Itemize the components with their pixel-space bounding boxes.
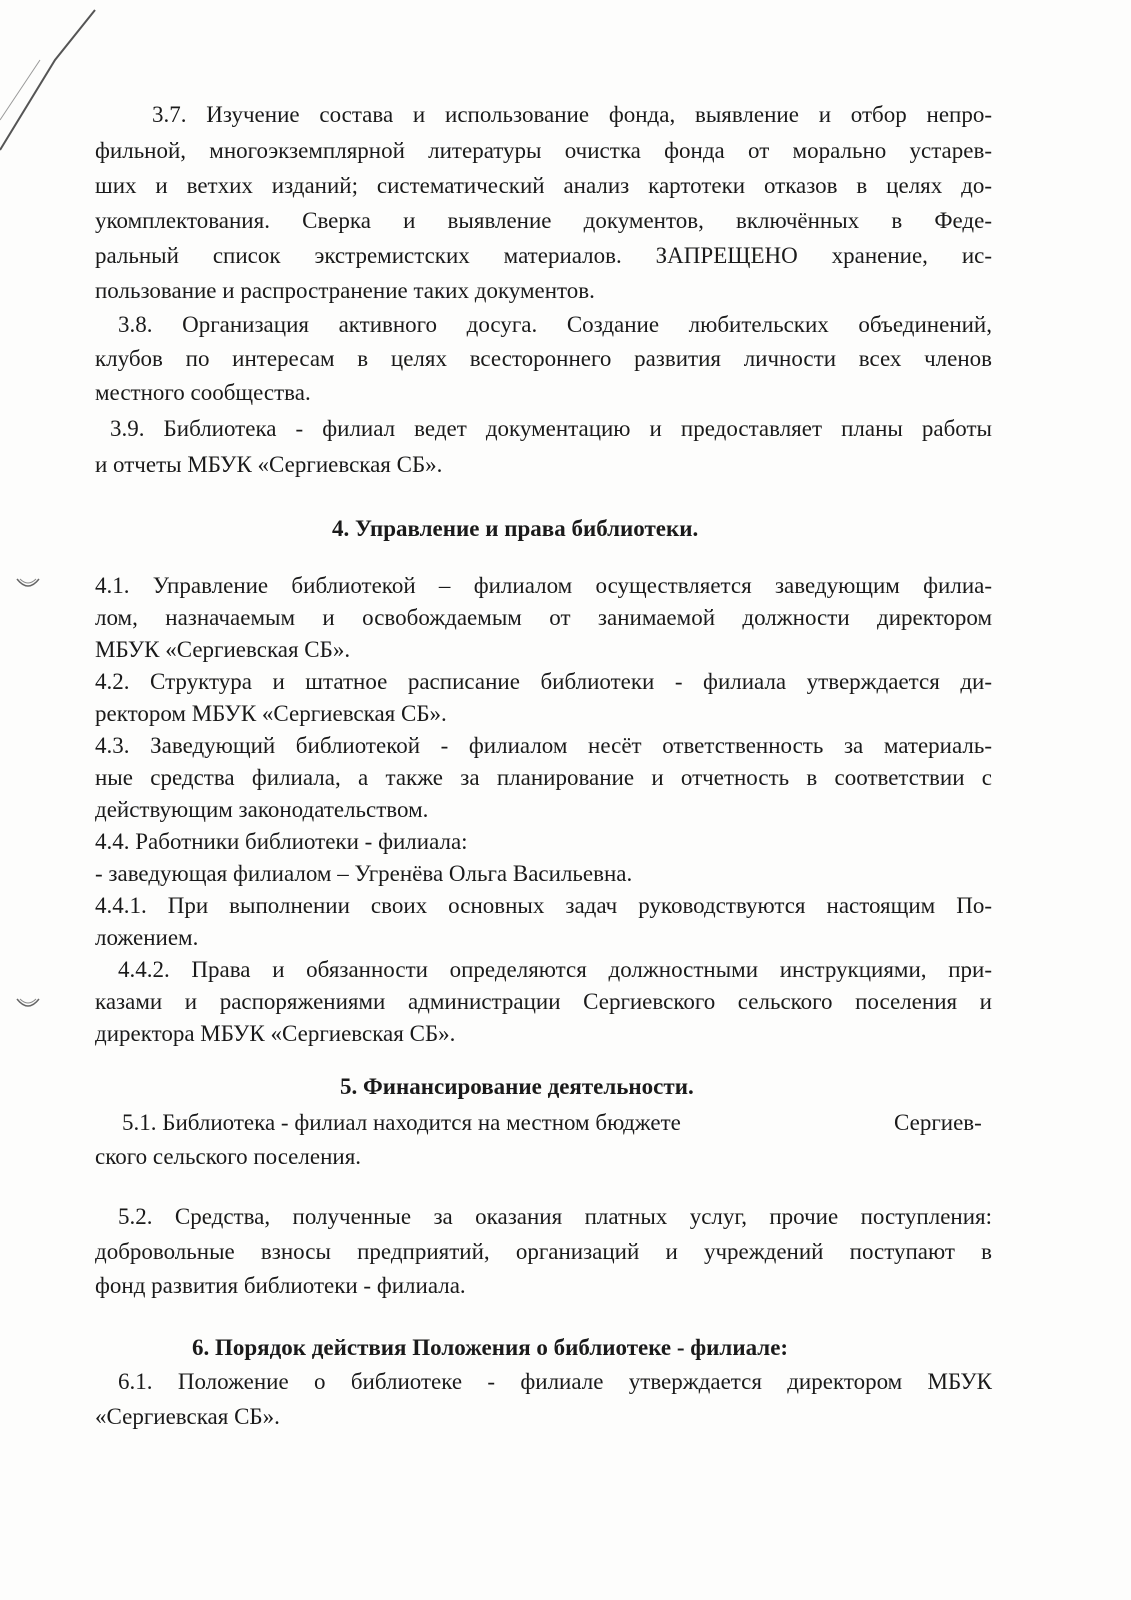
text-line: ректором МБУК «Сергиевская СБ».: [95, 701, 447, 726]
text-line: клубов по интересам в целях всестороннего развития личности всех членов: [95, 346, 992, 371]
text-line: 4.4.2. Права и обязанности определяются должностными инструкциями, при-: [118, 957, 992, 982]
text-line: ные средства филиала, а также за планирование и отчетность в соответствии с: [95, 765, 992, 790]
text-line: 5.1. Библиотека - филиал находится на местном бюджете: [122, 1110, 681, 1135]
text-line: 4.2. Структура и штатное расписание библиотеки - филиала утверждается ди-: [95, 669, 992, 694]
scan-edge-mark: [0, 0, 120, 160]
text-line: МБУК «Сергиевская СБ».: [95, 637, 351, 662]
text-line: 4.1. Управление библиотекой – филиалом осуществляется заведующим филиа-: [95, 573, 992, 598]
text-line: директора МБУК «Сергиевская СБ».: [95, 1021, 456, 1046]
text-line: пользование и распространение таких документов.: [95, 278, 595, 303]
text-line: 3.8. Организация активного досуга. Создание любительских объединений,: [118, 312, 992, 337]
text-line: ших и ветхих изданий; систематический анализ картотеки отказов в целях до-: [95, 173, 992, 198]
hole-punch-mark: [14, 575, 42, 595]
text-line: - заведующая филиалом – Угренёва Ольга Васильевна.: [95, 861, 633, 886]
text-line: Сергиев-: [894, 1110, 982, 1135]
text-line: 3.9. Библиотека - филиал ведет документацию и предоставляет планы работы: [110, 416, 992, 441]
section-heading: 4. Управление и права библиотеки.: [332, 516, 699, 541]
text-line: фонд развития библиотеки - филиала.: [95, 1273, 466, 1298]
text-line: 4.4.1. При выполнении своих основных задач руководствуются настоящим По-: [95, 893, 992, 918]
text-line: и отчеты МБУК «Сергиевская СБ».: [95, 452, 443, 477]
text-line: «Сергиевская СБ».: [95, 1404, 280, 1429]
text-line: ложением.: [95, 925, 199, 950]
text-line: 4.3. Заведующий библиотекой - филиалом несёт ответственность за материаль-: [95, 733, 992, 758]
text-line: лом, назначаемым и освобождаемым от занимаемой должности директором: [95, 605, 992, 630]
text-line: ральный список экстремистских материалов. ЗАПРЕЩЕНО хранение, ис-: [95, 243, 992, 268]
text-line: добровольные взносы предприятий, организаций и учреждений поступают в: [95, 1239, 992, 1264]
text-line: 4.4. Работники библиотеки - филиала:: [95, 829, 468, 854]
hole-punch-mark: [14, 995, 42, 1015]
text-line: ского сельского поселения.: [95, 1144, 362, 1169]
text-line: 6.1. Положение о библиотеке - филиале утверждается директором МБУК: [118, 1369, 992, 1394]
section-heading: 6. Порядок действия Положения о библиотеке - филиале:: [192, 1335, 789, 1360]
text-line: 3.7. Изучение состава и использование фонда, выявление и отбор непро-: [152, 102, 992, 127]
text-line: местного сообщества.: [95, 380, 311, 405]
text-line: действующим законодательством.: [95, 797, 429, 822]
section-heading: 5. Финансирование деятельности.: [340, 1074, 694, 1099]
text-line: укомплектования. Сверка и выявление документов, включённых в Феде-: [95, 208, 992, 233]
text-line: казами и распоряжениями администрации Сергиевского сельского поселения и: [95, 989, 992, 1014]
text-line: 5.2. Средства, полученные за оказания платных услуг, прочие поступления:: [118, 1204, 992, 1229]
text-line: фильной, многоэкземплярной литературы очистка фонда от морально устарев-: [95, 138, 992, 163]
